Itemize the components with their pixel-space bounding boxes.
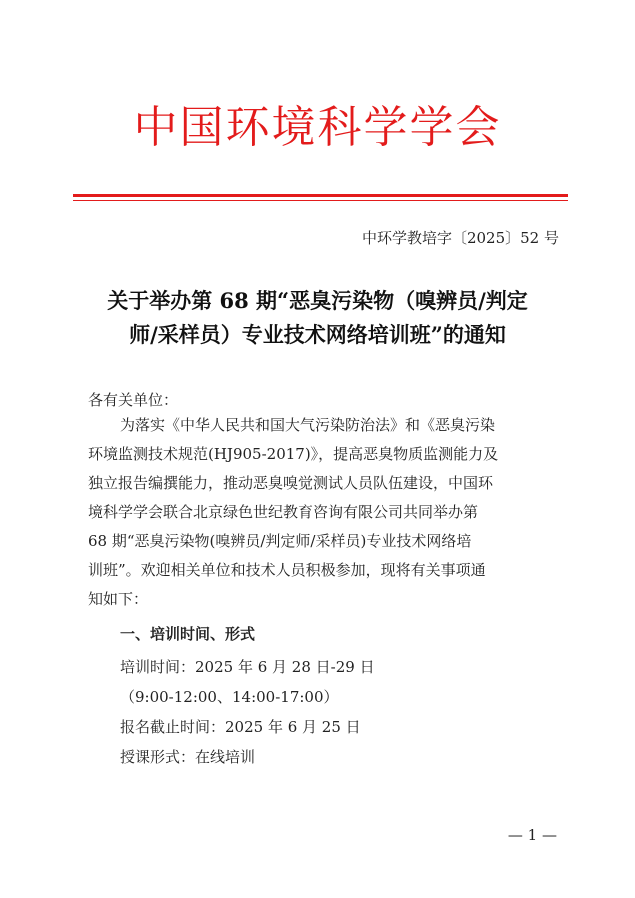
teaching-format: 授课形式：在线培训 xyxy=(120,748,256,766)
body-line: 知如下： xyxy=(88,590,149,608)
registration-deadline: 报名截止时间：2025 年 6 月 25 日 xyxy=(120,718,361,736)
training-hours: （9:00-12:00、14:00-17:00） xyxy=(120,688,339,706)
title-line-1: 关于举办第 68 期“恶臭污染物（嗅辨员/判定 xyxy=(107,288,528,313)
document-number: 中环学教培字〔2025〕52 号 xyxy=(361,229,559,247)
training-time: 培训时间：2025 年 6 月 28 日-29 日 xyxy=(120,658,375,676)
body-line: 68 期“恶臭污染物(嗅辨员/判定师/采样员)专业技术网络培 xyxy=(88,532,472,550)
body-line: 环境监测技术规范(HJ905-2017)》，提高恶臭物质监测能力及 xyxy=(88,445,499,463)
body-line: 境科学学会联合北京绿色世纪教育咨询有限公司共同举办第 xyxy=(88,503,479,521)
body-line: 训班”。欢迎相关单位和技术人员积极参加，现将有关事项通 xyxy=(88,561,486,579)
page-number: — 1 — xyxy=(507,826,557,844)
section-items xyxy=(120,652,375,772)
org-masthead: 中国环境科学学会 xyxy=(133,102,502,153)
title-line-2: 师/采样员）专业技术网络培训班”的通知 xyxy=(129,322,506,347)
body-paragraph xyxy=(88,411,568,614)
body-line: 独立报告编撰能力，推动恶臭嗅觉测试人员队伍建设，中国环 xyxy=(88,474,494,492)
red-divider-thin xyxy=(73,200,568,201)
section-heading-training-time: 一、培训时间、形式 xyxy=(120,625,256,643)
notice-title xyxy=(60,284,575,352)
salutation: 各有关单位： xyxy=(88,391,179,409)
body-line: 为落实《中华人民共和国大气污染防治法》和《恶臭污染 xyxy=(120,416,496,434)
red-divider-thick xyxy=(73,194,568,197)
